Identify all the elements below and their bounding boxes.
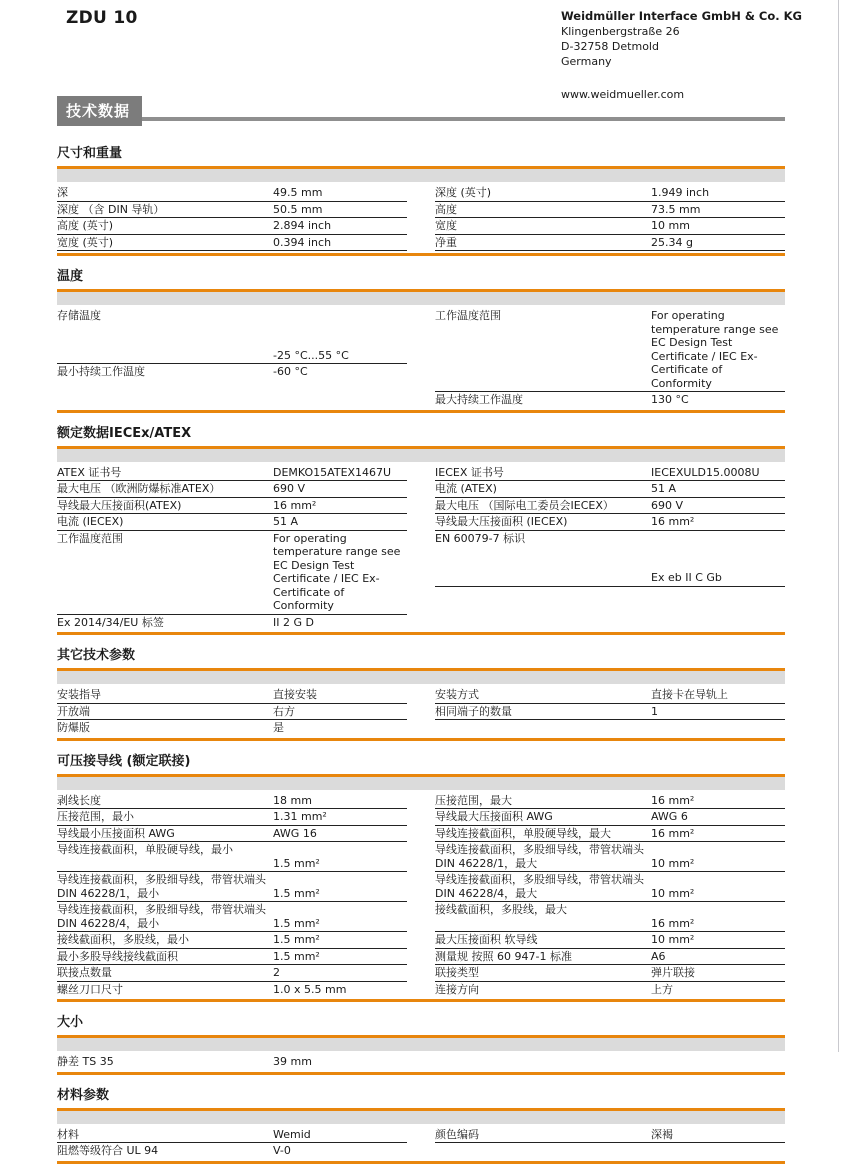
spec-label: 联接类型 xyxy=(435,966,479,979)
section-crimpable-conductors xyxy=(57,754,785,1003)
spec-row xyxy=(57,1127,407,1144)
spec-row xyxy=(57,932,407,949)
section-title: 温度 xyxy=(57,269,84,284)
spec-value: 49.5 mm xyxy=(273,186,323,199)
spec-value: 10 mm² xyxy=(651,886,695,900)
spec-value: 右方 xyxy=(273,704,295,718)
spec-row xyxy=(57,498,407,515)
section-temperature xyxy=(57,269,785,413)
spec-label: 最小持续工作温度 xyxy=(57,365,145,378)
section-header-bar xyxy=(57,289,785,305)
section-dimensions-weight xyxy=(57,146,785,256)
spec-value: Ex eb II C Gb xyxy=(651,571,722,584)
spec-value: 16 mm² xyxy=(273,498,317,512)
spec-label: 压接范围，最小 xyxy=(57,810,134,823)
spec-value: DEMKO15ATEX1467U xyxy=(273,465,392,479)
company-website: www.weidmueller.com xyxy=(561,88,685,101)
spec-label: 测量规 按照 60 947-1 标准 xyxy=(435,949,572,963)
spec-row xyxy=(57,202,407,219)
spec-label: 宽度 (英寸) xyxy=(57,235,114,249)
spec-value: 16 mm² xyxy=(651,793,695,807)
spec-label: 剥线长度 xyxy=(57,793,101,807)
spec-value: 弹片联接 xyxy=(651,966,695,979)
spec-row xyxy=(57,615,407,631)
section-header-bar xyxy=(57,774,785,790)
spec-label: 导线连接截面积，多股细导线，带管状端头 DIN 46228/4，最小 xyxy=(57,903,266,930)
spec-row xyxy=(435,949,785,966)
spec-row xyxy=(435,531,785,587)
spec-row xyxy=(57,218,407,235)
section-title: 其它技术参数 xyxy=(57,648,136,663)
spec-value: 1 xyxy=(651,704,658,718)
spec-row xyxy=(57,872,407,902)
spec-value: 1.31 mm² xyxy=(273,810,327,823)
spec-label: 压接范围，最大 xyxy=(435,793,512,807)
spec-value: 1.5 mm² xyxy=(273,886,320,900)
spec-row xyxy=(435,965,785,982)
spec-row xyxy=(435,235,785,252)
spec-label: 导线连接截面积，多股细导线，带管状端头 DIN 46228/1，最大 xyxy=(435,843,644,870)
spec-row xyxy=(435,704,785,721)
spec-value: -25 °C...55 °C xyxy=(273,348,349,362)
spec-label: 工作温度范围 xyxy=(435,309,501,322)
spec-label: IECEX 证书号 xyxy=(435,465,504,479)
spec-value: 130 °C xyxy=(651,393,689,406)
spec-label: 导线连接截面积，单股硬导线，最小 xyxy=(57,843,233,856)
spec-row xyxy=(435,842,785,872)
spec-label: 最大电压 （国际电工委员会IECEX） xyxy=(435,498,614,512)
product-title: ZDU 10 xyxy=(66,8,138,28)
spec-value: 16 mm² xyxy=(651,515,695,528)
section-title: 材料参数 xyxy=(57,1087,110,1103)
spec-value: 10 mm² xyxy=(651,856,695,870)
spec-row xyxy=(57,364,407,380)
spec-value: 73.5 mm xyxy=(651,202,701,216)
spec-row xyxy=(57,965,407,982)
spec-value: 直接卡在导轨上 xyxy=(651,688,728,701)
section-title: 可压接导线 (额定联接) xyxy=(57,753,191,769)
spec-row xyxy=(57,531,407,615)
spec-row xyxy=(435,465,785,482)
spec-label: 接线截面积，多股线，最小 xyxy=(57,933,189,946)
spec-label: 开放端 xyxy=(57,704,90,718)
spec-value: 2.894 inch xyxy=(273,219,332,232)
spec-value: A6 xyxy=(651,949,666,963)
spec-label: 最大持续工作温度 xyxy=(435,393,523,406)
spec-label: 最大电压 （欧洲防爆标准ATEX） xyxy=(57,482,221,495)
spec-label: ATEX 证书号 xyxy=(57,465,122,479)
spec-label: 净重 xyxy=(435,235,457,249)
spec-row xyxy=(435,481,785,498)
spec-label: 电流 (ATEX) xyxy=(435,482,497,495)
spec-value: 690 V xyxy=(651,498,684,512)
spec-row xyxy=(435,809,785,826)
spec-label: 最大压接面积 软导线 xyxy=(435,933,538,946)
spec-row xyxy=(435,218,785,235)
tech-data-badge: 技术数据 xyxy=(57,96,142,126)
spec-label: 导线最大压接面积(ATEX) xyxy=(57,498,182,512)
spec-row xyxy=(57,235,407,252)
spec-label: EN 60079-7 标识 xyxy=(435,531,526,545)
spec-row xyxy=(435,308,785,392)
spec-value: 16 mm² xyxy=(651,826,695,840)
spec-value: 上方 xyxy=(651,982,673,996)
spec-label: 电流 (IECEX) xyxy=(57,515,124,528)
spec-row xyxy=(57,842,407,872)
spec-row xyxy=(57,308,407,364)
spec-row xyxy=(435,902,785,932)
section-title: 额定数据IECEx/ATEX xyxy=(57,425,192,441)
company-address-line: Klingenbergstraße 26 xyxy=(561,25,680,38)
spec-value: 2 xyxy=(273,966,280,979)
section-header-bar xyxy=(57,1035,785,1051)
spec-label: 导线连接截面积，多股细导线，带管状端头 DIN 46228/4，最大 xyxy=(435,873,644,900)
section-material xyxy=(57,1088,785,1164)
spec-value: V-0 xyxy=(273,1144,291,1157)
spec-label: 联接点数量 xyxy=(57,966,112,979)
spec-row xyxy=(57,687,407,704)
spec-row xyxy=(435,1127,785,1144)
spec-value: 1.0 x 5.5 mm xyxy=(273,982,347,996)
section-rated-data-iecex-atex xyxy=(57,426,785,636)
spec-value: AWG 16 xyxy=(273,826,317,840)
spec-row xyxy=(435,826,785,843)
spec-value: For operating temperature range see EC Design Test Certificate / IEC Ex-Certificate of Conformity xyxy=(651,309,779,390)
spec-label: 导线连接截面积，多股细导线，带管状端头 DIN 46228/1，最小 xyxy=(57,873,266,900)
spec-label: 高度 xyxy=(435,202,457,216)
spec-label: 导线最小压接面积 AWG xyxy=(57,826,175,840)
section-title: 尺寸和重量 xyxy=(57,146,123,161)
spec-label: 安装指导 xyxy=(57,688,101,701)
spec-value: IECEXULD15.0008U xyxy=(651,465,760,479)
spec-value: 1.5 mm² xyxy=(273,949,320,963)
spec-row xyxy=(57,481,407,498)
spec-row xyxy=(435,687,785,704)
sections xyxy=(57,0,785,1164)
spec-row xyxy=(57,1143,407,1159)
spec-value: 1.5 mm² xyxy=(273,916,320,930)
spec-value: 10 mm² xyxy=(651,933,695,946)
spec-label: 最小多股导线接线截面积 xyxy=(57,949,178,963)
spec-label: 深度 （含 DIN 导轨） xyxy=(57,202,165,216)
spec-label: 相同端子的数量 xyxy=(435,704,512,718)
section-header-bar xyxy=(57,1108,785,1124)
spec-label: 深 xyxy=(57,186,68,199)
spec-label: 存储温度 xyxy=(57,309,101,322)
spec-row xyxy=(57,982,407,998)
spec-row xyxy=(57,1054,785,1070)
spec-row xyxy=(435,872,785,902)
spec-label: 高度 (英寸) xyxy=(57,219,114,232)
spec-label: 导线连接截面积，单股硬导线，最大 xyxy=(435,826,611,840)
spec-label: 宽度 xyxy=(435,219,457,232)
spec-row xyxy=(435,392,785,408)
section-header-bar xyxy=(57,446,785,462)
spec-value: II 2 G D xyxy=(273,615,314,629)
spec-row xyxy=(435,202,785,219)
spec-value: 0.394 inch xyxy=(273,235,332,249)
spec-row xyxy=(57,949,407,966)
company-name: Weidmüller Interface GmbH & Co. KG xyxy=(561,9,802,23)
section-title: 大小 xyxy=(57,1015,84,1030)
spec-value: For operating temperature range see EC Design Test Certificate / IEC Ex-Certificate of Conformity xyxy=(273,531,401,612)
spec-value: 39 mm xyxy=(273,1055,312,1068)
spec-label: 螺丝刀口尺寸 xyxy=(57,982,123,996)
spec-row xyxy=(57,902,407,932)
spec-label: 深度 (英寸) xyxy=(435,186,492,199)
spec-value: 是 xyxy=(273,721,284,734)
company-address-line: D-32758 Detmold xyxy=(561,40,659,53)
spec-value: 690 V xyxy=(273,482,306,495)
spec-label: 导线最大压接面积 AWG xyxy=(435,810,553,823)
company-address-line: Germany xyxy=(561,55,612,68)
spec-label: 安装方式 xyxy=(435,688,479,701)
spec-label: 防爆版 xyxy=(57,721,90,734)
spec-label: 阻燃等级符合 UL 94 xyxy=(57,1144,159,1157)
spec-value: 深褐 xyxy=(651,1127,673,1141)
spec-value: 51 A xyxy=(651,482,677,495)
section-other-technical xyxy=(57,648,785,741)
spec-row xyxy=(435,185,785,202)
spec-label: 连接方向 xyxy=(435,982,479,996)
spec-row xyxy=(57,809,407,826)
spec-row xyxy=(57,704,407,721)
spec-value: 50.5 mm xyxy=(273,202,323,216)
spec-value: Wemid xyxy=(273,1127,311,1141)
spec-label: 颜色编码 xyxy=(435,1127,479,1141)
spec-row xyxy=(435,982,785,998)
spec-label: 材料 xyxy=(57,1127,79,1141)
spec-row xyxy=(435,514,785,531)
section-size xyxy=(57,1015,785,1075)
spec-value: 10 mm xyxy=(651,219,690,232)
section-header-bar xyxy=(57,166,785,182)
spec-value: 16 mm² xyxy=(651,916,695,930)
spec-label: Ex 2014/34/EU 标签 xyxy=(57,615,164,629)
spec-row xyxy=(435,793,785,810)
spec-value: 18 mm xyxy=(273,793,312,807)
spec-label: 静差 TS 35 xyxy=(57,1055,114,1068)
spec-row xyxy=(57,826,407,843)
spec-value: 直接安装 xyxy=(273,688,317,701)
spec-value: AWG 6 xyxy=(651,810,688,823)
spec-row xyxy=(57,793,407,810)
spec-value: 1.5 mm² xyxy=(273,933,320,946)
page-right-border xyxy=(838,0,839,1052)
spec-value: 1.5 mm² xyxy=(273,856,320,870)
spec-value: -60 °C xyxy=(273,365,308,378)
spec-value: 25.34 g xyxy=(651,235,693,249)
spec-label: 工作温度范围 xyxy=(57,531,123,545)
spec-row xyxy=(57,720,407,736)
section-header-bar xyxy=(57,668,785,684)
spec-row xyxy=(57,465,407,482)
spec-row xyxy=(57,185,407,202)
spec-row xyxy=(435,932,785,949)
spec-label: 接线截面积，多股线，最大 xyxy=(435,903,567,916)
spec-row xyxy=(57,514,407,531)
spec-value: 1.949 inch xyxy=(651,186,710,199)
spec-value: 51 A xyxy=(273,515,299,528)
spec-label: 导线最大压接面积 (IECEX) xyxy=(435,515,568,528)
spec-row xyxy=(435,498,785,515)
